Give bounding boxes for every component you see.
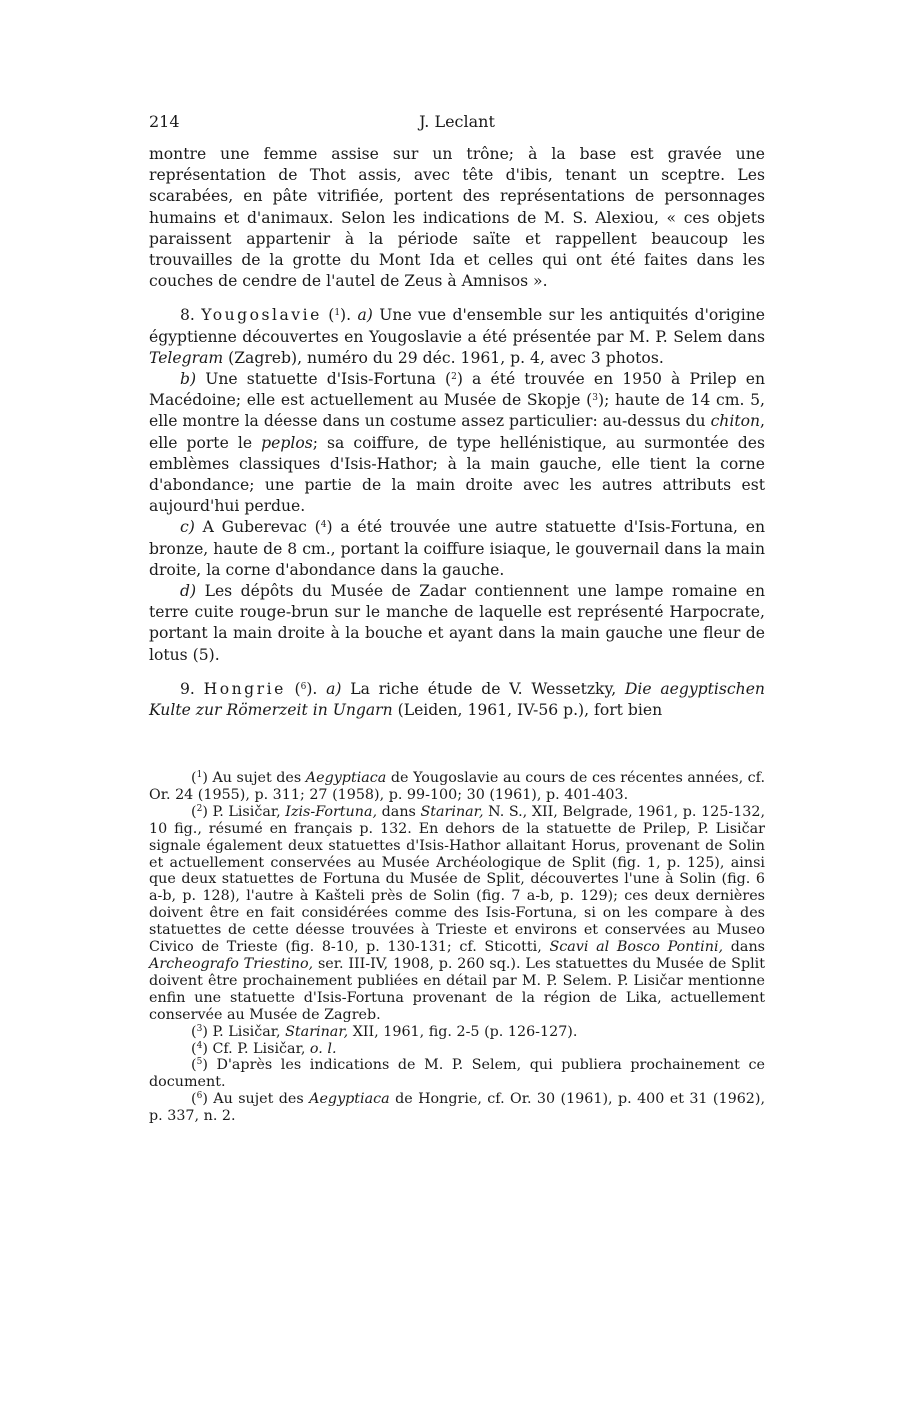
footnote-6: ($^6$) Au sujet des Aegyptiaca de Hongrie, cf. Or. 30 (1961), p. 400 et 31 (1962), p. 337, n. 2. <box>149 1091 766 1125</box>
book-title: Die aegyptischen Kulte zur Römerzeit in Ungarn <box>149 679 765 720</box>
footnote-ref: (5) <box>192 645 215 664</box>
footnote-5: ($^5$) D'après les indications de M. P. Selem, qui publiera prochainement ce document. <box>149 1057 765 1091</box>
item-label: c) <box>180 518 195 537</box>
item-label: b) <box>180 370 197 389</box>
running-head: J. Leclant <box>419 112 495 131</box>
section-9-paragraph-a: 9. Hongrie ($^6$). a) La riche étude de V. Wessetzky, Die aegyptischen Kulte zur Römerzeit in Ungarn (Leiden, 1961, IV-56 p.), fort bien <box>149 679 765 720</box>
footnote-4: ($^4$) Cf. P. Lisičar, o. l. <box>191 1040 337 1057</box>
section-8-paragraph-a: 8. Yougoslavie ($^1$). a) Une vue d'ensemble sur les antiquités d'origine égyptienne découvertes en Yougoslavie a été présentée par M. P. Selem dans Telegram (Zagreb), numéro du 29 déc. 1961, p. 4, avec 3 photos. <box>149 306 765 367</box>
item-label: a) <box>357 306 373 325</box>
page-number: 214 <box>149 112 180 131</box>
section-title: Yougoslavie <box>201 306 322 325</box>
footnotes <box>149 770 765 1125</box>
section-8-paragraph-b: b) Une statuette d'Isis-Fortuna ($^2$) a été trouvée en 1950 à Prilep en Macédoine; elle est actuellement au Musée de Skopje ($^3$); haute de 14 cm. 5, elle montre la déesse dans un costume assez particulier: au-dessus du chiton, elle porte le peplos; sa coiffure, de type hellénistique, au surmontée des emblèmes classiques d'Isis-Hathor; à la main gauche, elle tient la corne d'abondance; une partie de la main droite avec les autres attributs est aujourd'hui perdue. <box>149 370 765 516</box>
footnote-2: ($^2$) P. Lisičar, Izis-Fortuna, dans Starinar, N. S., XII, Belgrade, 1961, p. 125-132, 10 fig., résumé en français p. 132. En dehors de la statuette de Prilep, P. Lisičar signale également deux statuettes d'Isis-Hathor allaitant Horus, provenant de Solin et actuellement conservées au Musée Archéologique de Split (fig. 1, p. 125), ainsi que deux statuettes de Fortuna du Musée de Split, découvertes l'une à Solin (fig. 6 a-b, p. 128), l'autre à Kašteli près de Solin (fig. 7 a-b, p. 129); ces deux dernières doivent être en fait considérées comme des Isis-Fortuna, si on les compare à des statuettes de cette déesse trouvées à Trieste et environs et conservées au Museo Civico de Trieste (fig. 8-10, p. 130-131; cf. Sticotti, Scavi al Bosco Pontini, dans Archeografo Triestino, ser. III-IV, 1908, p. 260 sq.). Les statuettes du Musée de Split doivent être prochainement publiées en détail par M. P. Selem. P. Lisičar mentionne enfin une statuette d'Isis-Fortuna provenant de la région de Lika, actuellement conservée au Musée de Zagreb. <box>149 803 766 1023</box>
section-8-paragraph-d: d) Les dépôts du Musée de Zadar contiennent une lampe romaine en terre cuite rouge-brun sur le manche de laquelle est représenté Harpocrate, portant la main droite à la bouche et ayant dans la main gauche une fleur de lotus (5). <box>149 582 765 664</box>
footnote-ref: 1 <box>334 308 341 319</box>
page-header <box>149 112 765 136</box>
paragraph-continuation: montre une femme assise sur un trône; à la base est gravée une représentation de Thot assis, avec tête d'ibis, tenant un sceptre. Les scarabées, en pâte vitrifiée, portent des représentations de personnages humains et d'animaux. Selon les indications de M. S. Alexiou, « ces objets paraissent appartenir à la période saïte et rappellent beaucoup les trouvailles de la grotte du Mont Ida et celles qui ont été faites dans les couches de cendre de l'autel de Zeus à Amnisos ». <box>149 145 765 291</box>
footnote-1: ($^1$) Au sujet des Aegyptiaca de Yougoslavie au cours de ces récentes années, cf. Or. 24 (1955), p. 311; 27 (1958), p. 99-100; 30 (1961), p. 401-403. <box>149 770 766 803</box>
footnote-ref: 3 <box>592 393 598 404</box>
body-text <box>149 144 765 721</box>
footnote-ref: 2 <box>451 372 457 383</box>
footnote-ref: 6 <box>300 681 307 692</box>
item-label: a) <box>326 679 342 698</box>
item-label: d) <box>180 582 197 601</box>
footnote-ref: 4 <box>320 520 327 531</box>
footnote-3: ($^3$) P. Lisičar, Starinar, XII, 1961, fig. 2-5 (p. 126-127). <box>191 1023 578 1040</box>
section-number: 9. <box>180 679 195 698</box>
journal-title: Telegram <box>149 348 224 367</box>
section-number: 8. <box>180 306 195 325</box>
section-8-paragraph-c: c) A Guberevac ($^4$) a été trouvée une autre statuette d'Isis-Fortuna, en bronze, haute de 8 cm., portant la coiffure isiaque, le gouvernail dans la main droite, la corne d'abondance dans la gauche. <box>149 518 765 579</box>
section-title: Hongrie <box>203 679 286 698</box>
